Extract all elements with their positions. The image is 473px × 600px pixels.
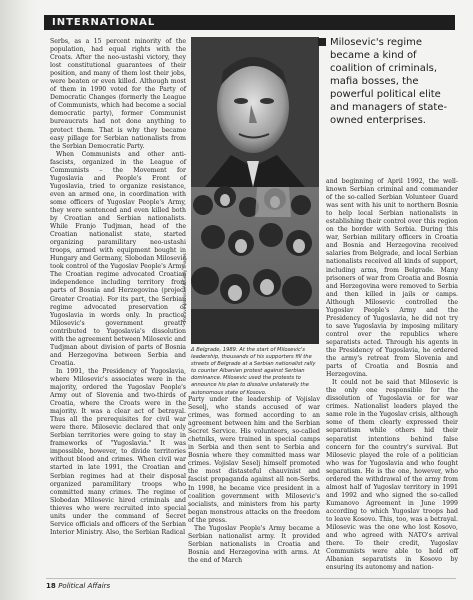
page-footer <box>46 582 110 590</box>
article-paragraph: and beginning of April 1992, the well-known Serbian criminal and commander of the so-called Serbian Volunteer Guard was sent with his unit to northern Bosnia to help local Serbian nationalists in establishing their control over this region on the border with Serbia. During this war, Serbian military officers in Croatia and Bosnia and Herzegovina received salaries from Belgrade, and local Serbian nationalists received all kinds of support, including arms, from Belgrade. Many prisoners of war from Croatia and Bosnia and Herzegovina were removed to Serbia and then killed in jails or camps. Although Milosevic controlled the Yugoslav People's Army and the Presidency of Yugoslavia, he did not try to save Yugoslavia by imposing military control over the republics where separatists acted. Through his agents in the Presidency of Yugoslavia, he ordered the army's retreat from Slovenia and parts of Croatia and Bosnia and Herzegovina. <box>326 178 458 379</box>
article-column-3 <box>326 178 458 572</box>
pull-quote-text: Milosevic's regime became a kind of coalition of criminals, mafia bosses, the powerful political elite and managers of state-owned enterprises. <box>330 37 448 126</box>
article-paragraph: It could not be said that Milosevic is the only one responsible for the dissolution of Yugoslavia or for war crimes. Nationalist leaders played the same role in the Yugoslav crisis, although some of them clearly expressed their separatism while others hid their separatist intentions behind false concern for the country's survival. But Milosevic played the role of a politician who was for Yugoslavia and who fought separatism. He is the one, however, who ordered the withdrawal of the army from almost half of Yugoslav territory in 1991 and 1992 and who signed the so-called Kumanovo Agreement in June 1999 according to which Yugoslav troops had to leave Kosovo. This, too, was a betrayal. Milosevic was the one who lost Kosovo, and who agreed with NATO's arrival there. To their credit, Yugoslav Communists were able to hold off Albanian separatists in Kosovo by ensuring its autonomy and nation- <box>326 379 458 572</box>
rally-photo-image <box>191 37 319 344</box>
photo-caption: Δ Belgrade, 1989. At the start of Milosevic's leadership, thousands of his supporters fill the streets of Belgrade at a Serbian nationalist rally to counter Albanian protest against Serbian dominance. Milosevic used the protests to announce his plan to dissolve unilaterally the autonomous state of Kosovo. <box>191 347 316 396</box>
section-banner: INTERNATIONAL <box>44 15 455 30</box>
bullet-square-icon <box>318 38 326 46</box>
footer-rule <box>46 578 456 579</box>
article-paragraph: Party under the leadership of Vojislav Seselj, who stands accused of war crimes, was formed according to an agreement between him and the Serbian Secret Service. His volunteers, so-called chetniks, were trained in special camps in Serbia and then sent to Serbia and Bosnia where they committed mass war crimes. Vojislav Seselj himself promoted the most distasteful chauvinist and fascist propaganda against all non-Serbs. In 1998, he became vice president in a coalition government with Milosevic's socialists, and ministers from his party began monstrous attacks on the freedom of the press. <box>188 396 320 524</box>
page-number: 18 <box>46 582 56 590</box>
article-paragraph: When Communists and other anti-fascists, organized in the League of Communists – the Movement for Yugoslavia and People's Front of Yugoslavia, tried to organize resistance, even an armed one, in coordination with some officers of Yugoslav People's Army, they were sentenced and even killed both by Croatian and Serbian nationalists. While Franjo Tudjman, head of the Croatian nationalist state, started organizing paramilitary neo-ustashi troops, armed with equipment bought in Hungary and Germany, Slobodan Milosevic took control of the Yugoslav People's Army. The Croatian regime advocated Croatian independence including territory from parts of Bosnia and Herzegovina (project Greater Croatia). For its part, the Serbian regime advocated preservation of Yugoslavia in words only. In practice, Milosevic's government greatly contributed to Yugoslavia's dissolution with the agreement between Milosevic and Tudjman about division of parts of Bosnia and Herzegovina between Serbia and Croatia. <box>50 150 186 367</box>
article-column-1 <box>50 38 186 537</box>
article-paragraph: In 1991, the Presidency of Yugoslavia, where Milosevic's associates were in the majority, ordered the Yugoslav People's Army out of Slovenia and two-thirds of Croatia, where the Croats were in the majority. It was a clear act of betrayal. Thus all the prerequisites for civil war were there. Milosevic declared that only Serbian territories were going to stay in frameworks of "Yugoslavia." It was impossible, however, to divide territories without blood and crimes. When civil war started in late 1991, the Croatian and Serbian regimes had at their disposal organized paramilitary troops who committed many crimes. The regime of Slobodan Milosevic hired criminals and thieves who were recruited into special units under the command of Secret Service officials and officers of the Serbian Interior Ministry. Also, the Serbian Radical <box>50 367 186 536</box>
rally-photo <box>191 37 319 344</box>
article-paragraph: Serbs, as a 15 percent minority of the population, had equal rights with the Croats. After the neo-ustashi victory, they lost constitutional guarantees of their position, and many of them lost their jobs, were beaten or even killed. Although most of them in 1990 voted for the Party of Democratic Changes (formerly the League of Communists, which had become a social democratic party), former Communist bureaucrats had not done anything to protect them. That is why they became easy pillage for Serbian nationalists from the Serbian Democratic Party. <box>50 38 186 150</box>
article-column-2 <box>188 396 320 565</box>
photo-credit: Poltava Novosti/AP/Getty Images <box>182 253 187 322</box>
pull-quote <box>330 36 458 127</box>
publication-name: Political Affairs <box>58 582 111 590</box>
article-paragraph: The Yugoslav People's Army became a Serbian nationalist army. It provided Serbian nationalists in Croatia and Bosnia and Herzegovina with arms. At the end of March <box>188 524 320 564</box>
